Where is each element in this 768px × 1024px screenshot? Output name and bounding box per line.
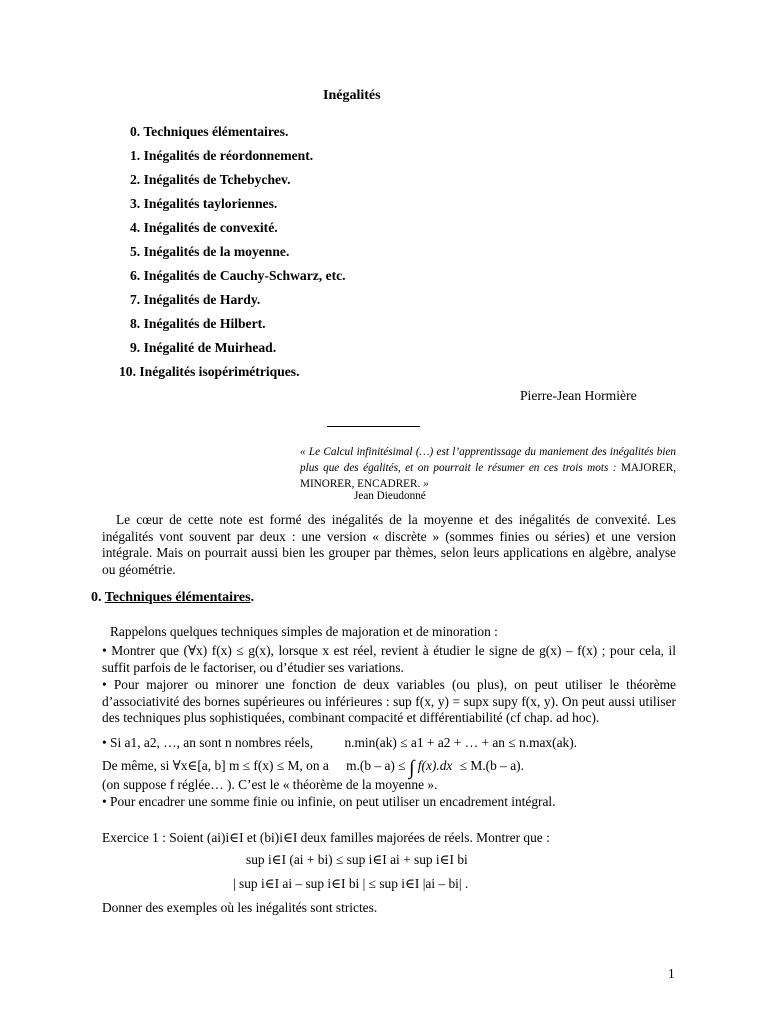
formula: n.min(ak) ≤ a1 + a2 + … + an ≤ n.max(ak).: [344, 735, 578, 750]
bullet-item: • Pour majorer ou minorer une fonction de deux variables (ou plus), on peut utiliser le théorème d’associativité des bornes supérieures ou inférieures : sup f(x, y) = supx supy f(x, y). On peut aussi utiliser des techniques plus sophistiquées, combinant compacité et différentiabilité (cf chap. ad hoc).: [102, 677, 676, 725]
toc-item: 2. Inégalités de Tchebychev.: [130, 172, 291, 187]
epigraph-text: « Le Calcul infinitésimal (…) est l’apprentissage du maniement des inégalités bien plus que des égalités, et on pourrait le résumer en ces trois mots :: [300, 446, 676, 474]
section-title: Techniques élémentaires: [104, 590, 251, 605]
toc-item: 1. Inégalités de réordonnement.: [130, 148, 314, 163]
exercise-equation: sup i∈I (ai + bi) ≤ sup i∈I ai + sup i∈I bi: [246, 852, 468, 867]
section-trail: .: [250, 590, 255, 605]
page-number: 1: [668, 966, 675, 981]
toc-item: 6. Inégalités de Cauchy-Schwarz, etc.: [130, 268, 346, 283]
text: De même, si ∀x∈[a, b] m ≤ f(x) ≤ M, on a: [102, 758, 329, 773]
integrand: f(x).dx: [417, 758, 453, 773]
toc-item: 8. Inégalités de Hilbert.: [130, 316, 266, 331]
section-number: 0.: [91, 590, 105, 605]
document-author: Pierre-Jean Hormière: [520, 388, 637, 403]
epigraph-emphasis: MAJORER, MINORER, ENCADRER.: [300, 462, 676, 490]
section-heading: [91, 590, 254, 606]
epigraph-quote: [300, 444, 676, 492]
toc-item: 7. Inégalités de Hardy.: [130, 292, 261, 307]
exercise-end: Donner des exemples où les inégalités sont strictes.: [102, 900, 378, 915]
bullet-item: [102, 735, 577, 751]
formula: ≤ M.(b – a).: [459, 758, 524, 773]
toc-item: 4. Inégalités de convexité.: [130, 220, 278, 235]
note-line: (on suppose f réglée… ). C’est le « théorème de la moyenne ».: [102, 777, 438, 792]
bullet-text: • Si a1, a2, …, an sont n nombres réels,: [102, 735, 314, 750]
bullet-item: • Montrer que (∀x) f(x) ≤ g(x), lorsque x est réel, revient à étudier le signe de g(x) – f(x) ; pour cela, il suffit parfois de le factoriser, ou d’étudier ses variations.: [102, 643, 676, 675]
toc-item: 5. Inégalités de la moyenne.: [130, 244, 290, 259]
toc-item: 9. Inégalité de Muirhead.: [130, 340, 277, 355]
formula: m.(b – a) ≤: [346, 758, 406, 773]
recall-line: Rappelons quelques techniques simples de majoration et de minoration :: [110, 624, 498, 639]
separator-line: [327, 426, 420, 427]
epigraph-close: »: [420, 478, 429, 490]
bullet-item: • Pour encadrer une somme finie ou infinie, on peut utiliser un encadrement intégral.: [102, 794, 556, 809]
integral-symbol: ∫: [408, 757, 415, 779]
toc-item: 10. Inégalités isopérimétriques.: [119, 364, 300, 379]
epigraph-author: Jean Dieudonné: [354, 490, 426, 502]
exercise-equation: | sup i∈I ai – sup i∈I bi | ≤ sup i∈I |ai – bi| .: [233, 876, 469, 891]
exercise-intro: Exercice 1 : Soient (ai)i∈I et (bi)i∈I deux familles majorées de réels. Montrer que :: [102, 830, 550, 845]
intro-paragraph: Le cœur de cette note est formé des inégalités de la moyenne et des inégalités de convexité. Les inégalités vont souvent par deux : une version « discrète » (sommes finies ou séries) et une version intégrale. Mais on pourrait aussi bien les grouper par thèmes, selon leurs applications en algèbre, analyse ou géométrie.: [102, 512, 676, 577]
toc-item: 3. Inégalités tayloriennes.: [130, 196, 278, 211]
toc-item: 0. Techniques élémentaires.: [130, 124, 289, 139]
page-title: Inégalités: [323, 88, 381, 103]
